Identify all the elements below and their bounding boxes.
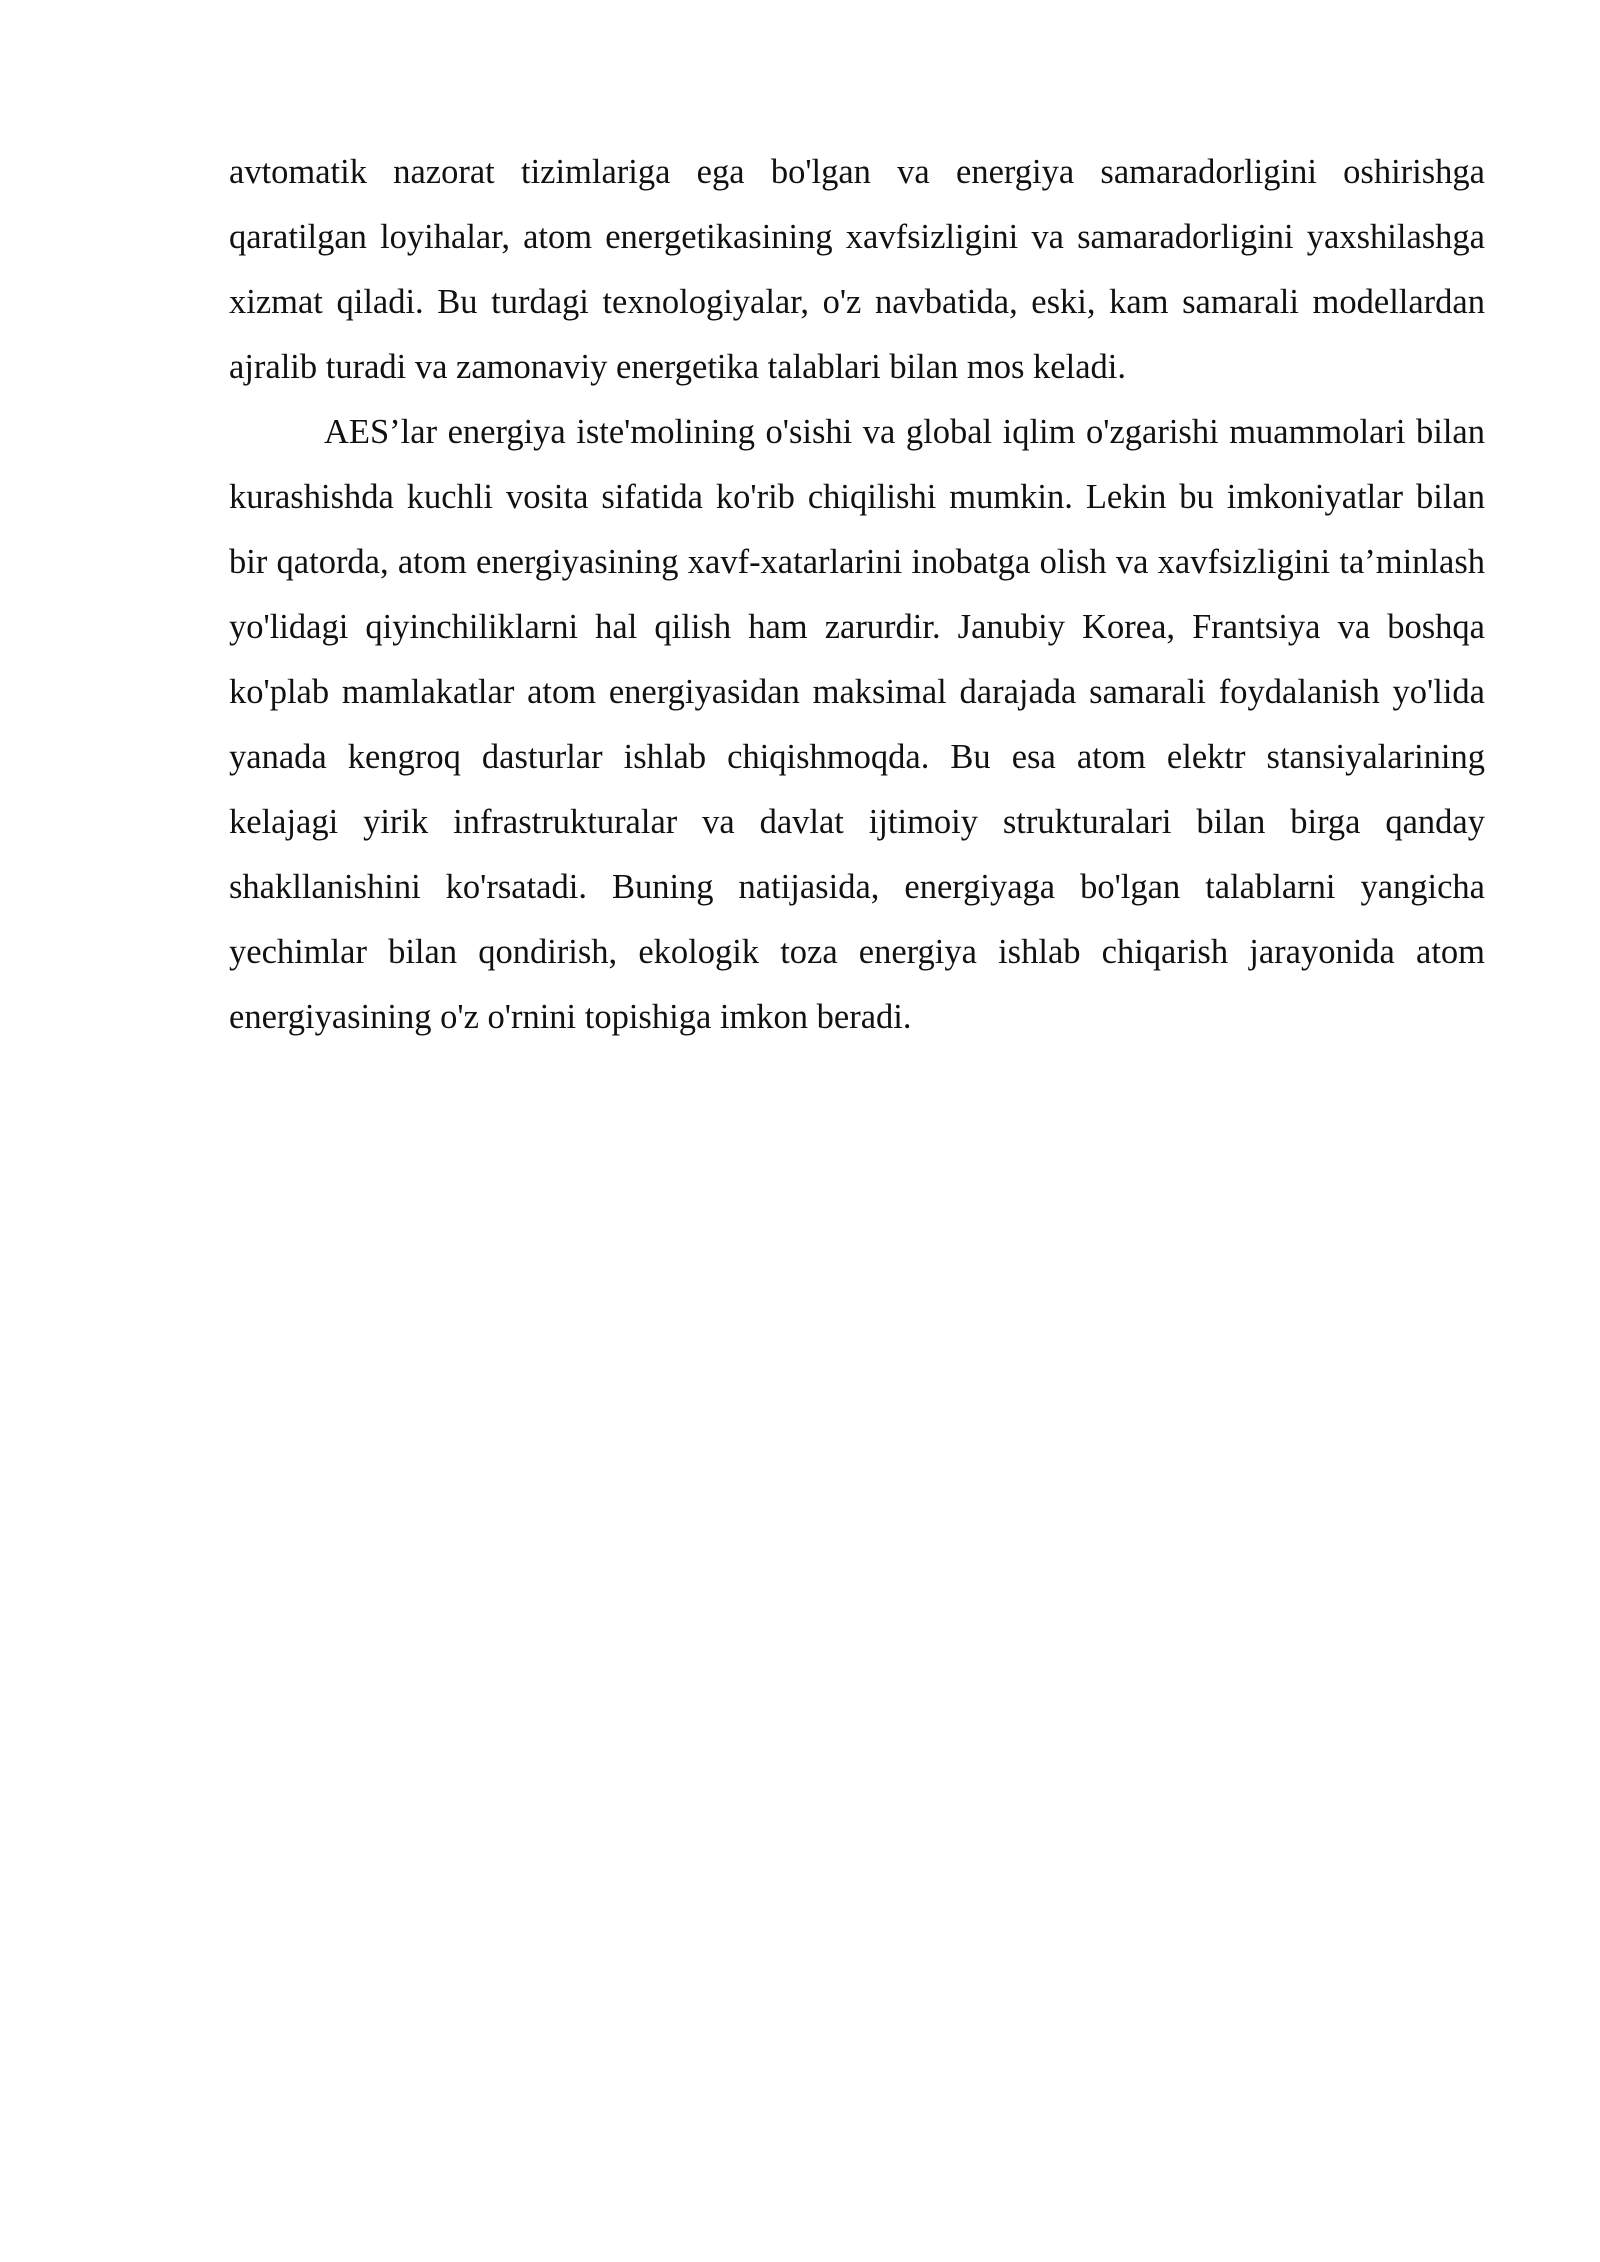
- body-text: [229, 140, 1485, 1050]
- paragraph-continuation: avtomatik nazorat tizimlariga ega bo'lgan va energiya samaradorligini oshirishga qaratilgan loyihalar, atom energetikasining xavfsizligini va samaradorligini yaxshilashga xizmat qiladi. Bu turdagi texnologiyalar, o'z navbatida, eski, kam samarali modellardan ajralib turadi va zamonaviy energetika talablari bilan mos keladi.: [229, 153, 1485, 386]
- paragraph-aes: AES’lar energiya iste'molining o'sishi va global iqlim o'zgarishi muammolari bilan kurashishda kuchli vosita sifatida ko'rib chiqilishi mumkin. Lekin bu imkoniyatlar bilan bir qatorda, atom energiyasining xavf-xatarlarini inobatga olish va xavfsizligini ta’minlash yo'lidagi qiyinchiliklarni hal qilish ham zarurdir. Janubiy Korea, Frantsiya va boshqa ko'plab mamlakatlar atom energiyasidan maksimal darajada samarali foydalanish yo'lida yanada kengroq dasturlar ishlab chiqishmoqda. Bu esa atom elektr stansiyalarining kelajagi yirik infrastrukturalar va davlat ijtimoiy strukturalari bilan birga qanday shakllanishini ko'rsatadi. Buning natijasida, energiyaga bo'lgan talablarni yangicha yechimlar bilan qondirish, ekologik toza energiya ishlab chiqarish jarayonida atom energiyasining o'z o'rnini topishiga imkon beradi.: [229, 413, 1485, 1036]
